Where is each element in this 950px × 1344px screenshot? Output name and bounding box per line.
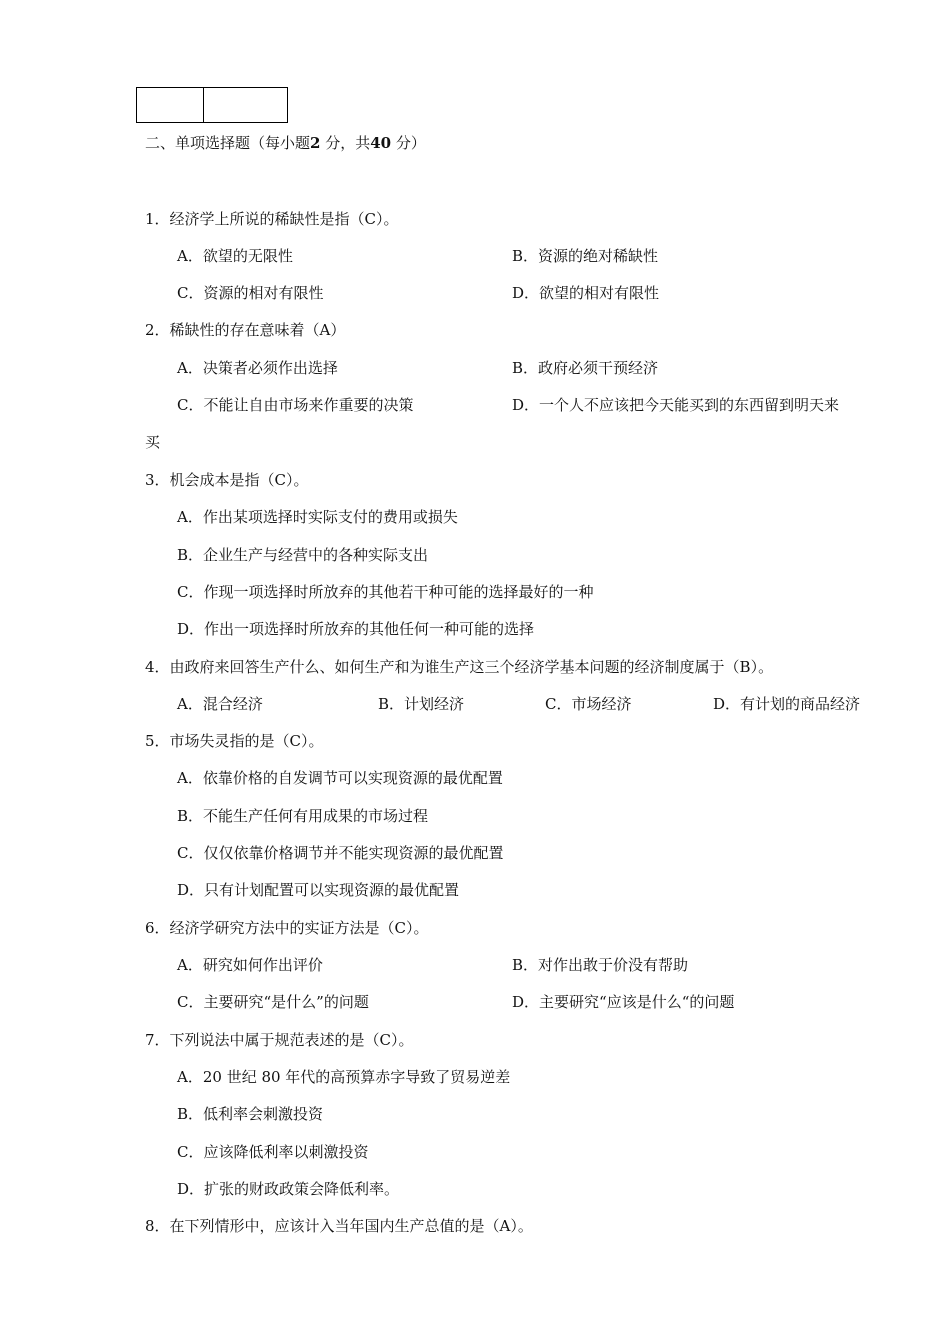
- question-2-option-b: B．政府必须干预经济: [512, 359, 659, 377]
- question-4-option-b: B．计划经济: [378, 695, 465, 713]
- question-7-option-c: C．应该降低利率以刺激投资: [177, 1143, 369, 1161]
- question-5-option-a: A．依靠价格的自发调节可以实现资源的最优配置: [177, 769, 503, 787]
- question-3-stem: 3．机会成本是指（C）。: [145, 471, 309, 489]
- question-7-stem: 7．下列说法中属于规范表述的是（C）。: [145, 1031, 414, 1049]
- question-6-option-d: D．主要研究“应该是什么“的问题: [512, 993, 735, 1011]
- question-3-option-a: A．作出某项选择时实际支付的费用或损失: [177, 508, 458, 526]
- question-5-stem: 5．市场失灵指的是（C）。: [145, 732, 324, 750]
- score-box-cell-score: [204, 88, 287, 122]
- question-4-stem: 4．由政府来回答生产什么、如何生产和为谁生产这三个经济学基本问题的经济制度属于（B）。: [145, 658, 774, 676]
- question-2-option-d-continuation: 买: [145, 433, 161, 451]
- question-4-option-a: A．混合经济: [177, 695, 263, 713]
- question-8-stem: 8．在下列情形中，应该计入当年国内生产总值的是（A）。: [145, 1217, 533, 1235]
- question-2-option-a: A．决策者必须作出选择: [177, 359, 338, 377]
- question-4-option-c: C．市场经济: [545, 695, 632, 713]
- question-2-option-d: D．一个人不应该把今天能买到的东西留到明天来: [512, 396, 840, 414]
- question-7-option-b: B．低利率会刺激投资: [177, 1105, 324, 1123]
- question-6-stem: 6．经济学研究方法中的实证方法是（C）。: [145, 919, 429, 937]
- question-3-option-c: C．作现一项选择时所放弃的其他若干种可能的选择最好的一种: [177, 583, 594, 601]
- question-1-stem: 1．经济学上所说的稀缺性是指（C）。: [145, 210, 399, 228]
- question-7-option-a: A．20 世纪 80 年代的高预算赤字导致了贸易逆差: [177, 1068, 511, 1086]
- question-6-option-a: A．研究如何作出评价: [177, 956, 323, 974]
- question-5-option-b: B．不能生产任何有用成果的市场过程: [177, 807, 429, 825]
- question-6-option-b: B．对作出敢于价没有帮助: [512, 956, 689, 974]
- question-2-option-c: C．不能让自由市场来作重要的决策: [177, 396, 414, 414]
- question-1-option-d: D．欲望的相对有限性: [512, 284, 660, 302]
- question-5-option-c: C．仅仅依靠价格调节并不能实现资源的最优配置: [177, 844, 504, 862]
- question-3-option-d: D．作出一项选择时所放弃的其他任何一种可能的选择: [177, 620, 535, 638]
- question-6-option-c: C．主要研究“是什么”的问题: [177, 993, 369, 1011]
- score-box: [136, 87, 288, 123]
- question-2-stem: 2．稀缺性的存在意味着（A）: [145, 321, 346, 339]
- question-1-option-b: B．资源的绝对稀缺性: [512, 247, 659, 265]
- question-1-option-a: A．欲望的无限性: [177, 247, 293, 265]
- question-4-option-d: D．有计划的商品经济: [713, 695, 861, 713]
- question-7-option-d: D．扩张的财政政策会降低利率。: [177, 1180, 400, 1198]
- section-heading: 二、单项选择题（每小题2 分，共40 分）: [145, 134, 426, 152]
- question-1-option-c: C．资源的相对有限性: [177, 284, 324, 302]
- question-3-option-b: B．企业生产与经营中的各种实际支出: [177, 546, 429, 564]
- question-5-option-d: D．只有计划配置可以实现资源的最优配置: [177, 881, 460, 899]
- score-box-cell-label: [137, 88, 204, 122]
